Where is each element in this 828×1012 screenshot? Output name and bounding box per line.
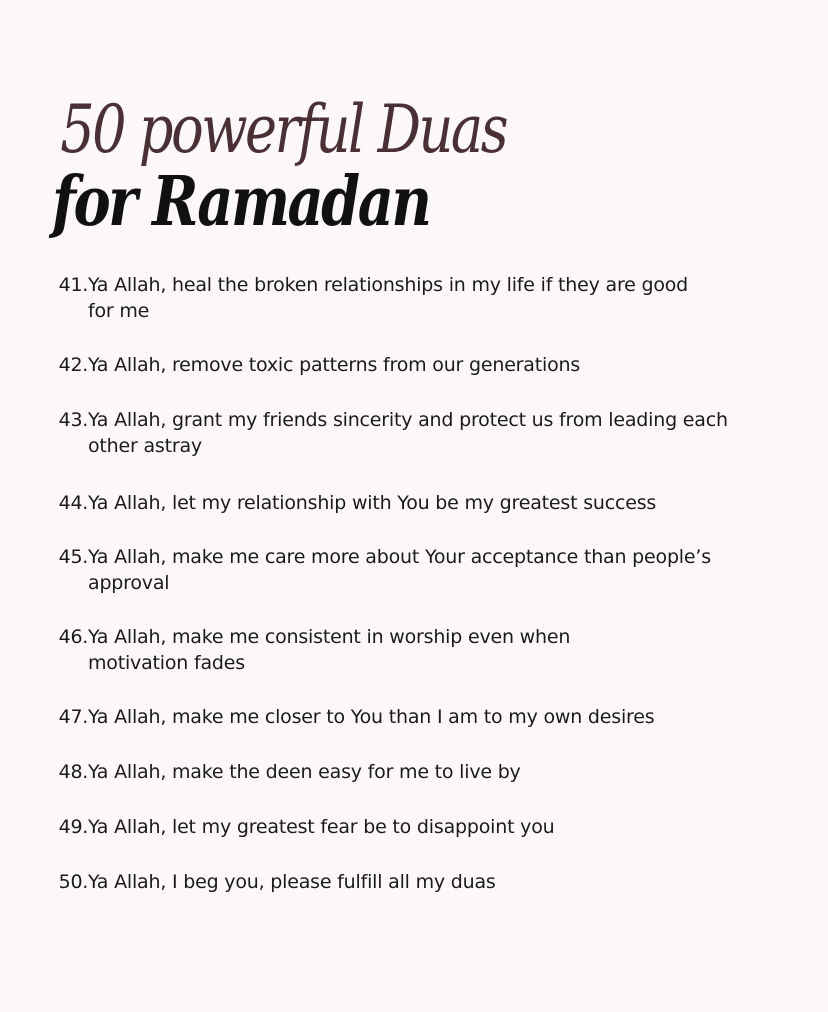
- item-text: Ya Allah, grant my friends sincerity and protect us from leading each other astray: [88, 409, 728, 457]
- item-text: Ya Allah, make the deen easy for me to live by: [88, 761, 521, 783]
- title-line-2: for Ramadan: [52, 162, 430, 242]
- item-number: 41.: [58, 274, 88, 296]
- item-number: 47.: [58, 706, 88, 728]
- item-text: Ya Allah, remove toxic patterns from our generations: [88, 354, 581, 376]
- item-text: Ya Allah, I beg you, please fulfill all my duas: [88, 871, 496, 893]
- item-number: 45.: [58, 546, 88, 568]
- page-title: [52, 91, 507, 242]
- title-line-1: 50 powerful Duas: [60, 91, 507, 168]
- item-text: Ya Allah, heal the broken relationships in my life if they are good for me: [88, 274, 689, 322]
- item-number: 48.: [58, 761, 88, 783]
- item-text: Ya Allah, let my relationship with You be my greatest success: [88, 492, 657, 514]
- item-number: 46.: [58, 626, 88, 648]
- item-number: 49.: [58, 816, 88, 838]
- item-number: 44.: [58, 492, 88, 514]
- item-number: 43.: [58, 409, 88, 431]
- item-number: 50.: [58, 871, 88, 893]
- item-text: Ya Allah, make me closer to You than I am to my own desires: [88, 706, 655, 728]
- item-text: Ya Allah, make me consistent in worship even when motivation fades: [88, 626, 571, 674]
- item-number: 42.: [58, 354, 88, 376]
- item-text: Ya Allah, make me care more about Your acceptance than people’s approval: [88, 546, 711, 594]
- item-text: Ya Allah, let my greatest fear be to disappoint you: [88, 816, 555, 838]
